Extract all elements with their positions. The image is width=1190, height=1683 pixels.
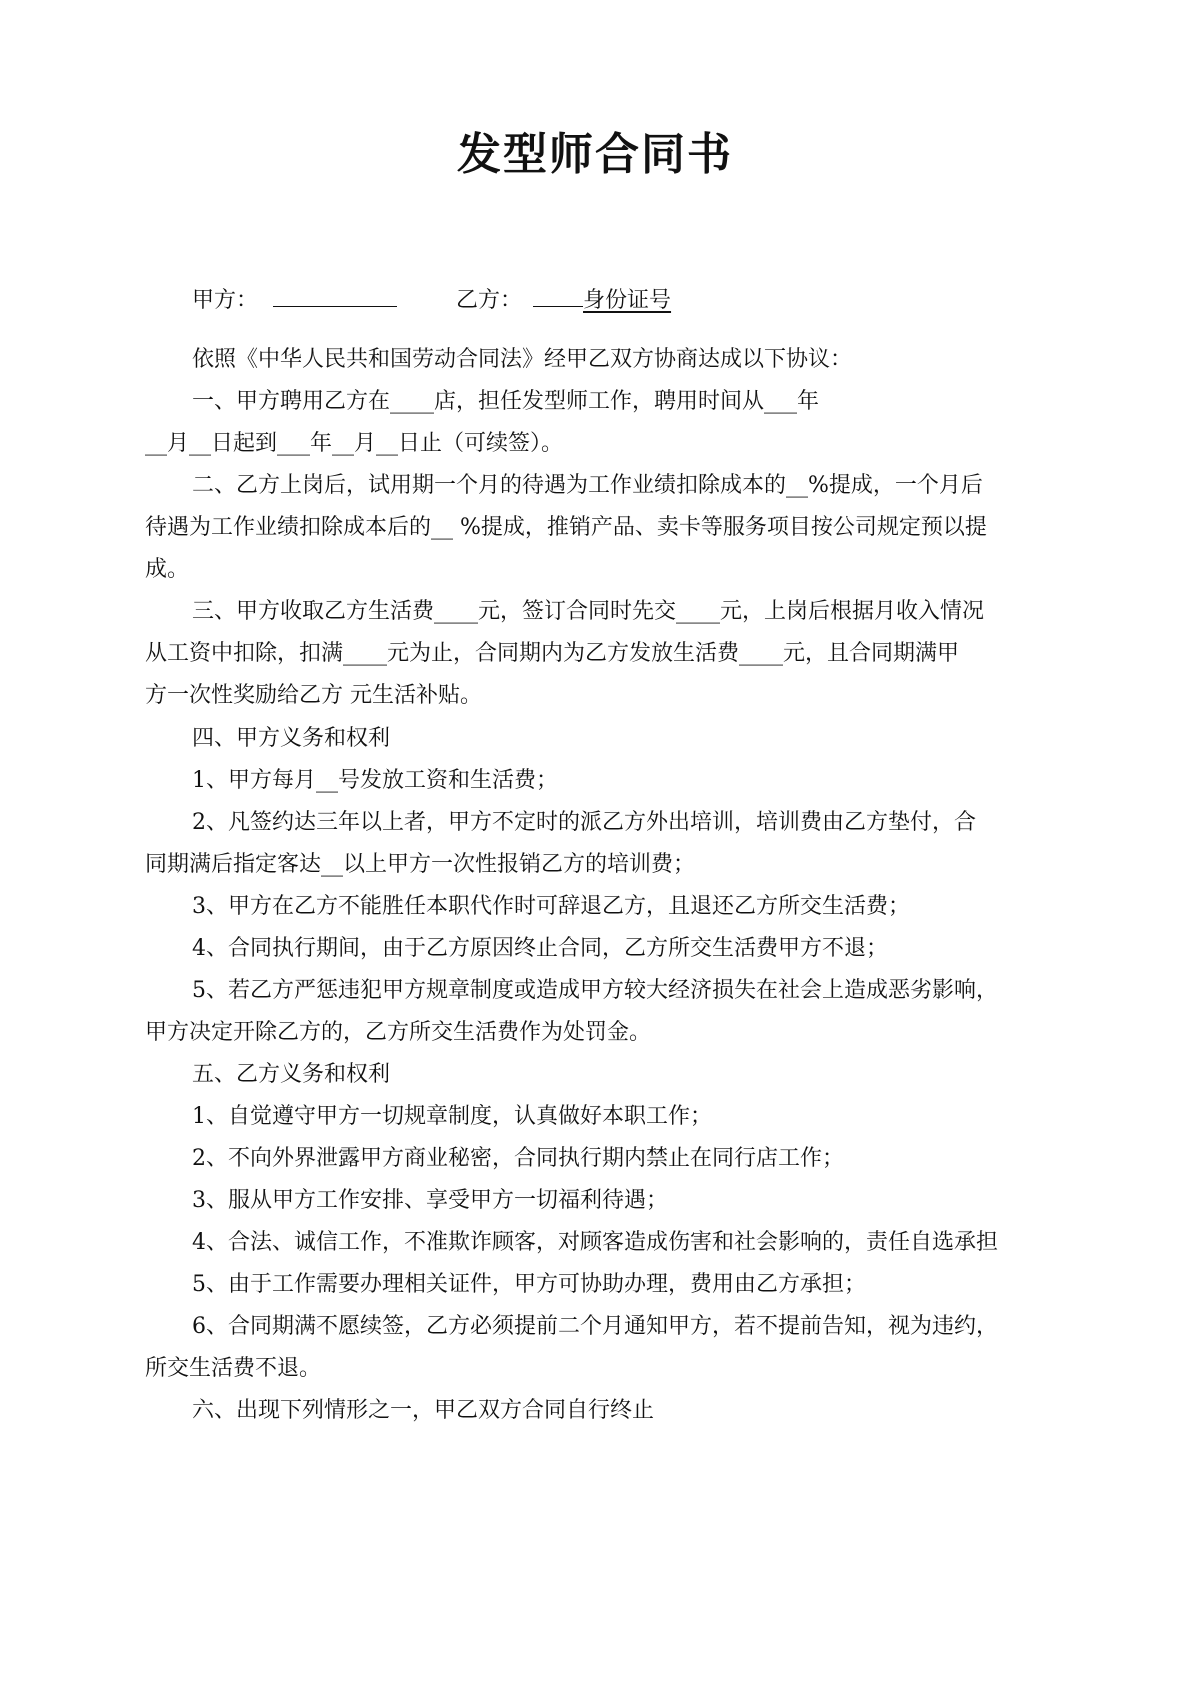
clause-line: 3、甲方在乙方不能胜任本职代作时可辞退乙方，且退还乙方所交生活费； — [192, 894, 910, 919]
clause-line: 依照《中华人民共和国劳动合同法》经甲乙双方协商达成以下协议： — [192, 347, 853, 372]
clause-line: 5、由于工作需要办理相关证件，甲方可协助办理，费用由乙方承担； — [192, 1272, 866, 1297]
clause-line: 所交生活费不退。 — [145, 1356, 322, 1381]
clause-line: 1、甲方每月__号发放工资和生活费； — [192, 768, 558, 793]
party-b-id-label: 身份证号 — [583, 288, 672, 313]
clause-line: 5、若乙方严惩违犯甲方规章制度或造成甲方较大经济损失在社会上造成恶劣影响， — [192, 978, 998, 1003]
clause-line: 一、甲方聘用乙方在____店，担任发型师工作，聘用时间从___年 — [192, 389, 820, 414]
clause-line: 同期满后指定客达__以上甲方一次性报销乙方的培训费； — [145, 852, 696, 877]
party-a-blank — [273, 284, 397, 307]
section-heading: 五、乙方义务和权利 — [192, 1062, 391, 1087]
clause-line: 6、合同期满不愿续签，乙方必须提前二个月通知甲方，若不提前告知，视为违约， — [192, 1314, 998, 1339]
clause-line: 待遇为工作业绩扣除成本后的__ %提成，推销产品、卖卡等服务项目按公司规定预以提 — [145, 515, 987, 540]
clause-line: 3、服从甲方工作安排、享受甲方一切福利待遇； — [192, 1188, 668, 1213]
party-b-label: 乙方： — [456, 288, 523, 313]
clause-line: 1、自觉遵守甲方一切规章制度，认真做好本职工作； — [192, 1104, 712, 1129]
page-title: 发型师合同书 — [457, 129, 733, 180]
clause-line: 三、甲方收取乙方生活费____元，签订合同时先交____元，上岗后根据月收入情况 — [192, 599, 985, 624]
clause-line: 2、凡签约达三年以上者，甲方不定时的派乙方外出培训，培训费由乙方垫付，合 — [192, 810, 976, 835]
section-heading: 四、甲方义务和权利 — [192, 726, 391, 751]
clause-line: 成。 — [145, 557, 190, 582]
clause-line: __月__日起到___年__月__日止（可续签）。 — [145, 431, 564, 456]
clause-line: 4、合法、诚信工作，不准欺诈顾客，对顾客造成伤害和社会影响的，责任自选承担 — [192, 1230, 998, 1255]
section-heading: 六、出现下列情形之一，甲乙双方合同自行终止 — [192, 1398, 655, 1423]
clause-line: 从工资中扣除，扣满____元为止，合同期内为乙方发放生活费____元，且合同期满甲 — [145, 641, 960, 666]
party-a-label: 甲方： — [192, 288, 259, 313]
clause-line: 4、合同执行期间，由于乙方原因终止合同，乙方所交生活费甲方不退； — [192, 936, 888, 961]
clause-line: 二、乙方上岗后，试用期一个月的待遇为工作业绩扣除成本的__%提成，一个月后 — [192, 473, 983, 498]
clause-line: 方一次性奖励给乙方 元生活补贴。 — [145, 683, 482, 708]
clause-line: 甲方决定开除乙方的，乙方所交生活费作为处罚金。 — [145, 1020, 652, 1045]
clause-line: 2、不向外界泄露甲方商业秘密，合同执行期内禁止在同行店工作； — [192, 1146, 844, 1171]
parties-row — [192, 283, 671, 314]
party-b-blank — [533, 284, 583, 307]
